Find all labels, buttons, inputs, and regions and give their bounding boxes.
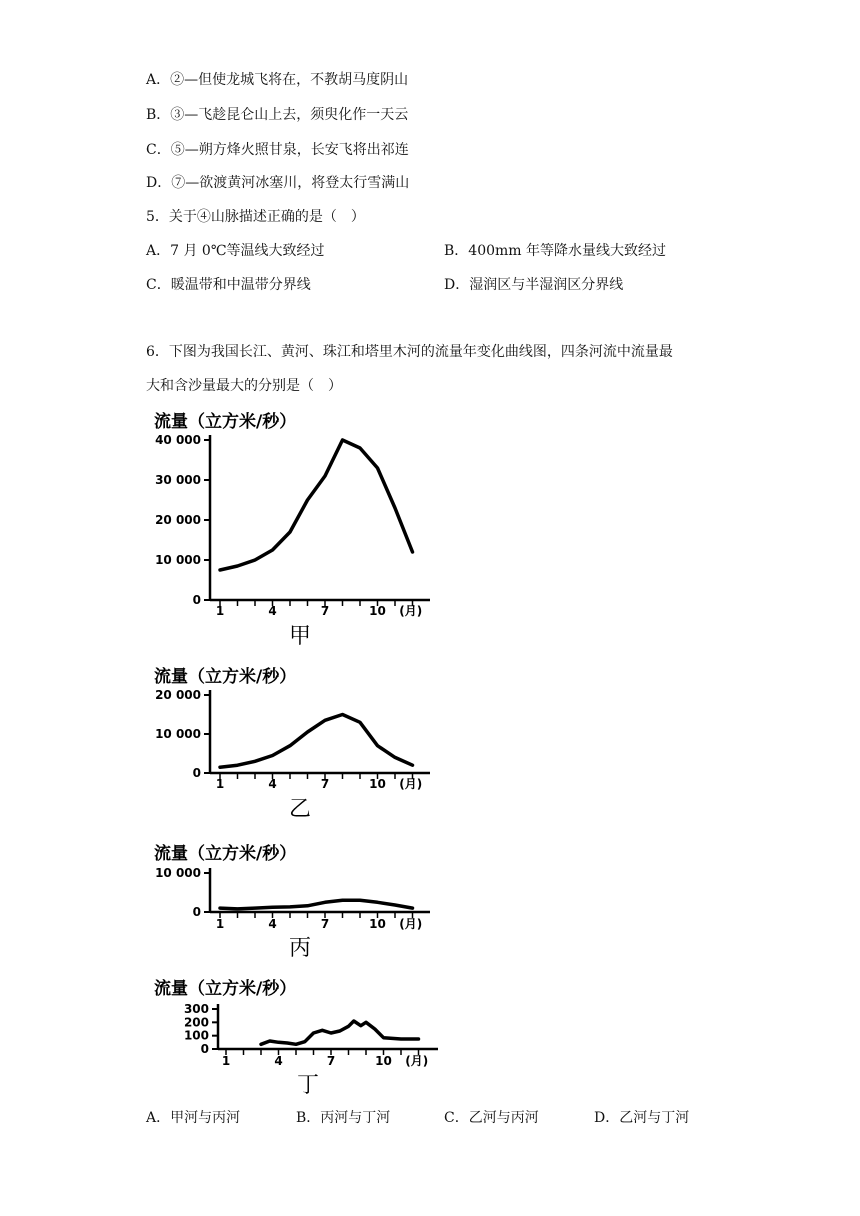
x-tick-label: 10	[369, 777, 386, 791]
x-tick-label: 7	[320, 917, 330, 931]
y-tick-label: 10 000	[155, 553, 201, 567]
q6-option-d: D．乙河与丁河	[594, 1110, 690, 1126]
q6-option-c: C．乙河与丙河	[444, 1110, 539, 1126]
x-tick-label: 4	[274, 1054, 283, 1068]
x-tick-label: (月)	[399, 917, 423, 931]
x-tick-label: (月)	[399, 777, 423, 791]
y-tick-label: 0	[192, 766, 201, 780]
q4-option-c: C．⑤—朔方烽火照甘泉，长安飞将出祁连	[146, 142, 409, 158]
chart-title: 流量（立方米/秒）	[154, 844, 297, 864]
x-tick-label: 7	[320, 604, 330, 618]
chart-title: 流量（立方米/秒）	[154, 412, 297, 432]
q5-stem: 5．关于④山脉描述正确的是（ ）	[146, 209, 365, 225]
chart-name: 乙	[288, 797, 312, 822]
x-tick-label: 1	[221, 1054, 231, 1068]
y-tick-label: 0	[192, 905, 201, 919]
chart-yi	[140, 660, 450, 825]
q6-option-a: A．甲河与丙河	[146, 1110, 241, 1126]
chart-name: 丙	[288, 936, 312, 961]
y-tick-label: 300	[183, 1002, 209, 1016]
x-tick-label: 10	[369, 604, 386, 618]
y-tick-label: 100	[183, 1028, 209, 1043]
flow-line	[220, 715, 413, 768]
x-tick-label: 4	[268, 777, 277, 791]
y-tick-label: 10 000	[155, 727, 201, 741]
x-tick-label: 4	[268, 917, 277, 931]
q5-option-b: B．400mm 年等降水量线大致经过	[444, 243, 667, 259]
y-tick-label: 0	[200, 1042, 209, 1056]
y-tick-label: 30 000	[155, 473, 201, 487]
q6-option-b: B．丙河与丁河	[296, 1110, 391, 1126]
y-tick-label: 10 000	[155, 866, 201, 880]
x-tick-label: 7	[326, 1054, 336, 1068]
chart-title: 流量（立方米/秒）	[154, 979, 297, 999]
x-tick-label: 1	[215, 604, 225, 618]
flow-line	[220, 440, 413, 570]
q6-stem-line1: 6．下图为我国长江、黄河、珠江和塔里木河的流量年变化曲线图，四条河流中流量最	[146, 344, 673, 360]
chart-yi-svg	[140, 660, 450, 825]
chart-bing	[140, 837, 450, 967]
chart-ding	[140, 972, 450, 1100]
chart-name: 丁	[296, 1073, 320, 1098]
chart-title: 流量（立方米/秒）	[154, 667, 297, 687]
y-tick-label: 0	[192, 593, 201, 607]
x-tick-label: 4	[268, 604, 277, 618]
chart-ding-svg	[140, 972, 450, 1100]
q4-option-b: B．③—飞趁昆仑山上去，须臾化作一天云	[146, 107, 409, 123]
x-tick-label: 10	[369, 917, 386, 931]
y-tick-label: 40 000	[155, 433, 201, 447]
q4-option-a: A．②—但使龙城飞将在，不教胡马度阴山	[146, 72, 409, 88]
q6-stem-line2: 大和含沙量最大的分别是（ ）	[146, 378, 342, 394]
q5-option-c: C．暖温带和中温带分界线	[146, 277, 311, 293]
y-tick-label: 20 000	[155, 688, 201, 702]
chart-bing-svg	[140, 837, 450, 967]
x-tick-label: 7	[320, 777, 330, 791]
flow-line	[220, 900, 413, 909]
q4-option-d: D．⑦—欲渡黄河冰塞川，将登太行雪满山	[146, 175, 410, 191]
x-tick-label: (月)	[399, 604, 423, 618]
x-tick-label: 10	[375, 1054, 392, 1068]
chart-jia	[140, 405, 450, 650]
q5-option-d: D．湿润区与半湿润区分界线	[444, 277, 624, 293]
chart-jia-svg	[140, 405, 450, 650]
chart-name: 甲	[288, 624, 312, 649]
y-tick-label: 200	[183, 1015, 209, 1030]
flow-line	[261, 1021, 419, 1044]
x-tick-label: 1	[215, 777, 225, 791]
x-tick-label: (月)	[405, 1054, 429, 1068]
y-tick-label: 20 000	[155, 513, 201, 527]
x-tick-label: 1	[215, 917, 225, 931]
q5-option-a: A．7 月 0℃等温线大致经过	[146, 243, 325, 259]
